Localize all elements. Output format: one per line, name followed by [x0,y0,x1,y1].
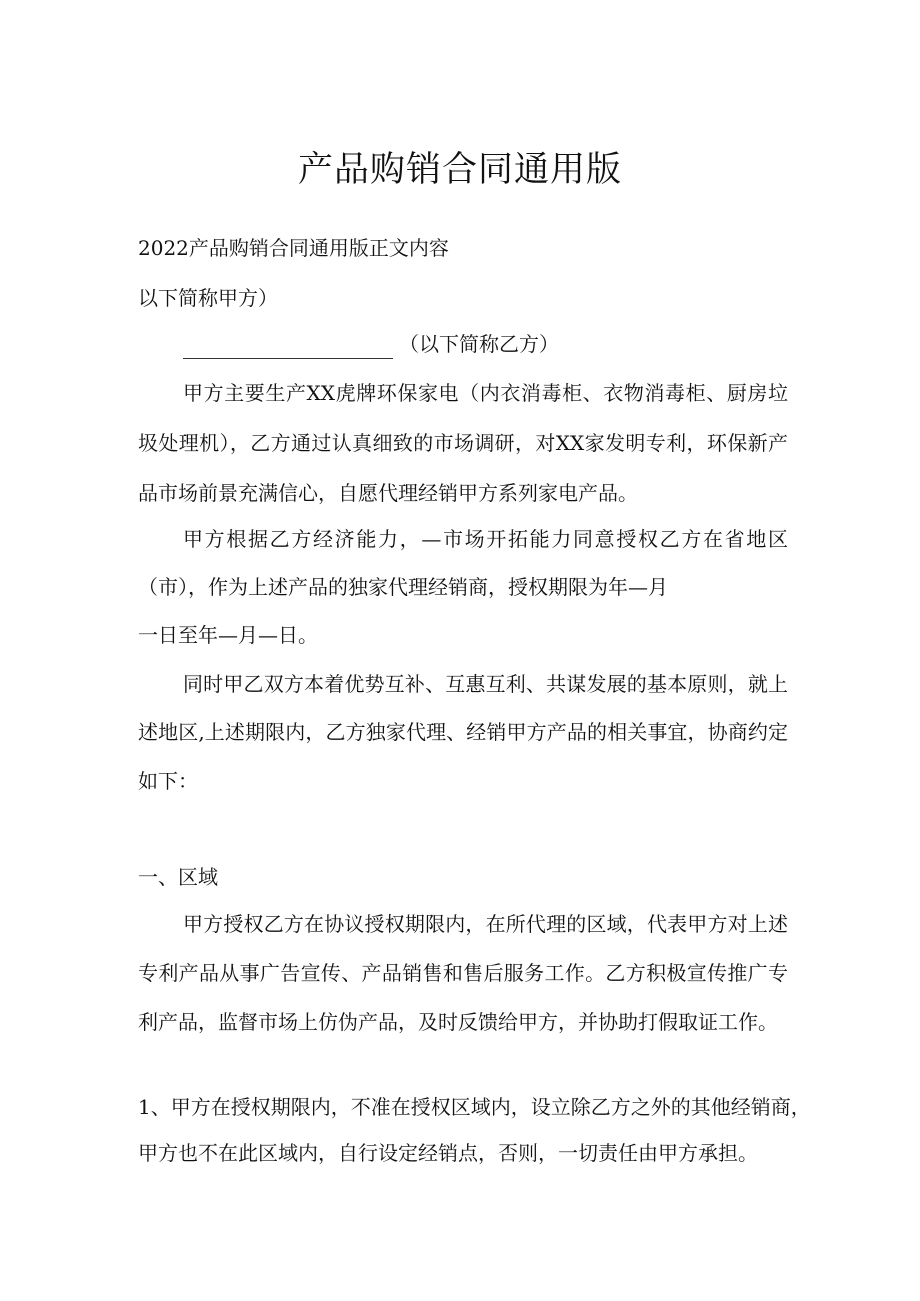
authorization-line-1: 甲方根据乙方经济能力，—市场开拓能力同意授权乙方在省地区 [183,527,788,551]
principle-line-3: 如下： [138,769,198,793]
section-one-heading: 一、区域 [138,865,218,889]
intro-line-2: 圾处理机），乙方通过认真细致的市场调研，对XX家发明专利，环保新产 [138,431,788,455]
principle-line-2: 述地区,上述期限内，乙方独家代理、经销甲方产品的相关事宜，协商约定 [138,720,788,744]
clause-one-line-2: 甲方也不在此区域内，自行设定经销点，否则，一切责任由甲方承担。 [138,1141,758,1165]
intro-line-1: 甲方主要生产XX虎牌环保家电（内衣消毒柜、衣物消毒柜、厨房垃 [183,381,788,405]
authorization-line-3: 一日至年—月—日。 [138,623,318,647]
section-one-line-2: 专利产品从事广告宣传、产品销售和售后服务工作。乙方积极宣传推广专 [138,961,788,985]
principle-line-1: 同时甲乙双方本着优势互补、互惠互利、共谋发展的基本原则，就上 [183,672,788,696]
party-b-blank-field [183,340,393,359]
party-a-line: 以下简称甲方） [138,286,278,310]
section-one-line-1: 甲方授权乙方在协议授权期限内，在所代理的区域，代表甲方对上述 [183,912,788,936]
party-b-label: （以下简称乙方） [399,332,559,356]
intro-line-3: 品市场前景充满信心，自愿代理经销甲方系列家电产品。 [138,481,638,505]
party-b-line [183,329,788,359]
document-subtitle: 2022产品购销合同通用版正文内容 [138,236,449,260]
document-title: 产品购销合同通用版 [297,150,622,190]
section-one-line-3: 利产品，监督市场上仿伪产品，及时反馈给甲方，并协助打假取证工作。 [138,1010,778,1034]
authorization-line-2: （市），作为上述产品的独家代理经销商，授权期限为年—月 [138,575,668,599]
clause-one-line-1: 1、甲方在授权期限内，不准在授权区域内，设立除乙方之外的其他经销商， [138,1095,811,1119]
